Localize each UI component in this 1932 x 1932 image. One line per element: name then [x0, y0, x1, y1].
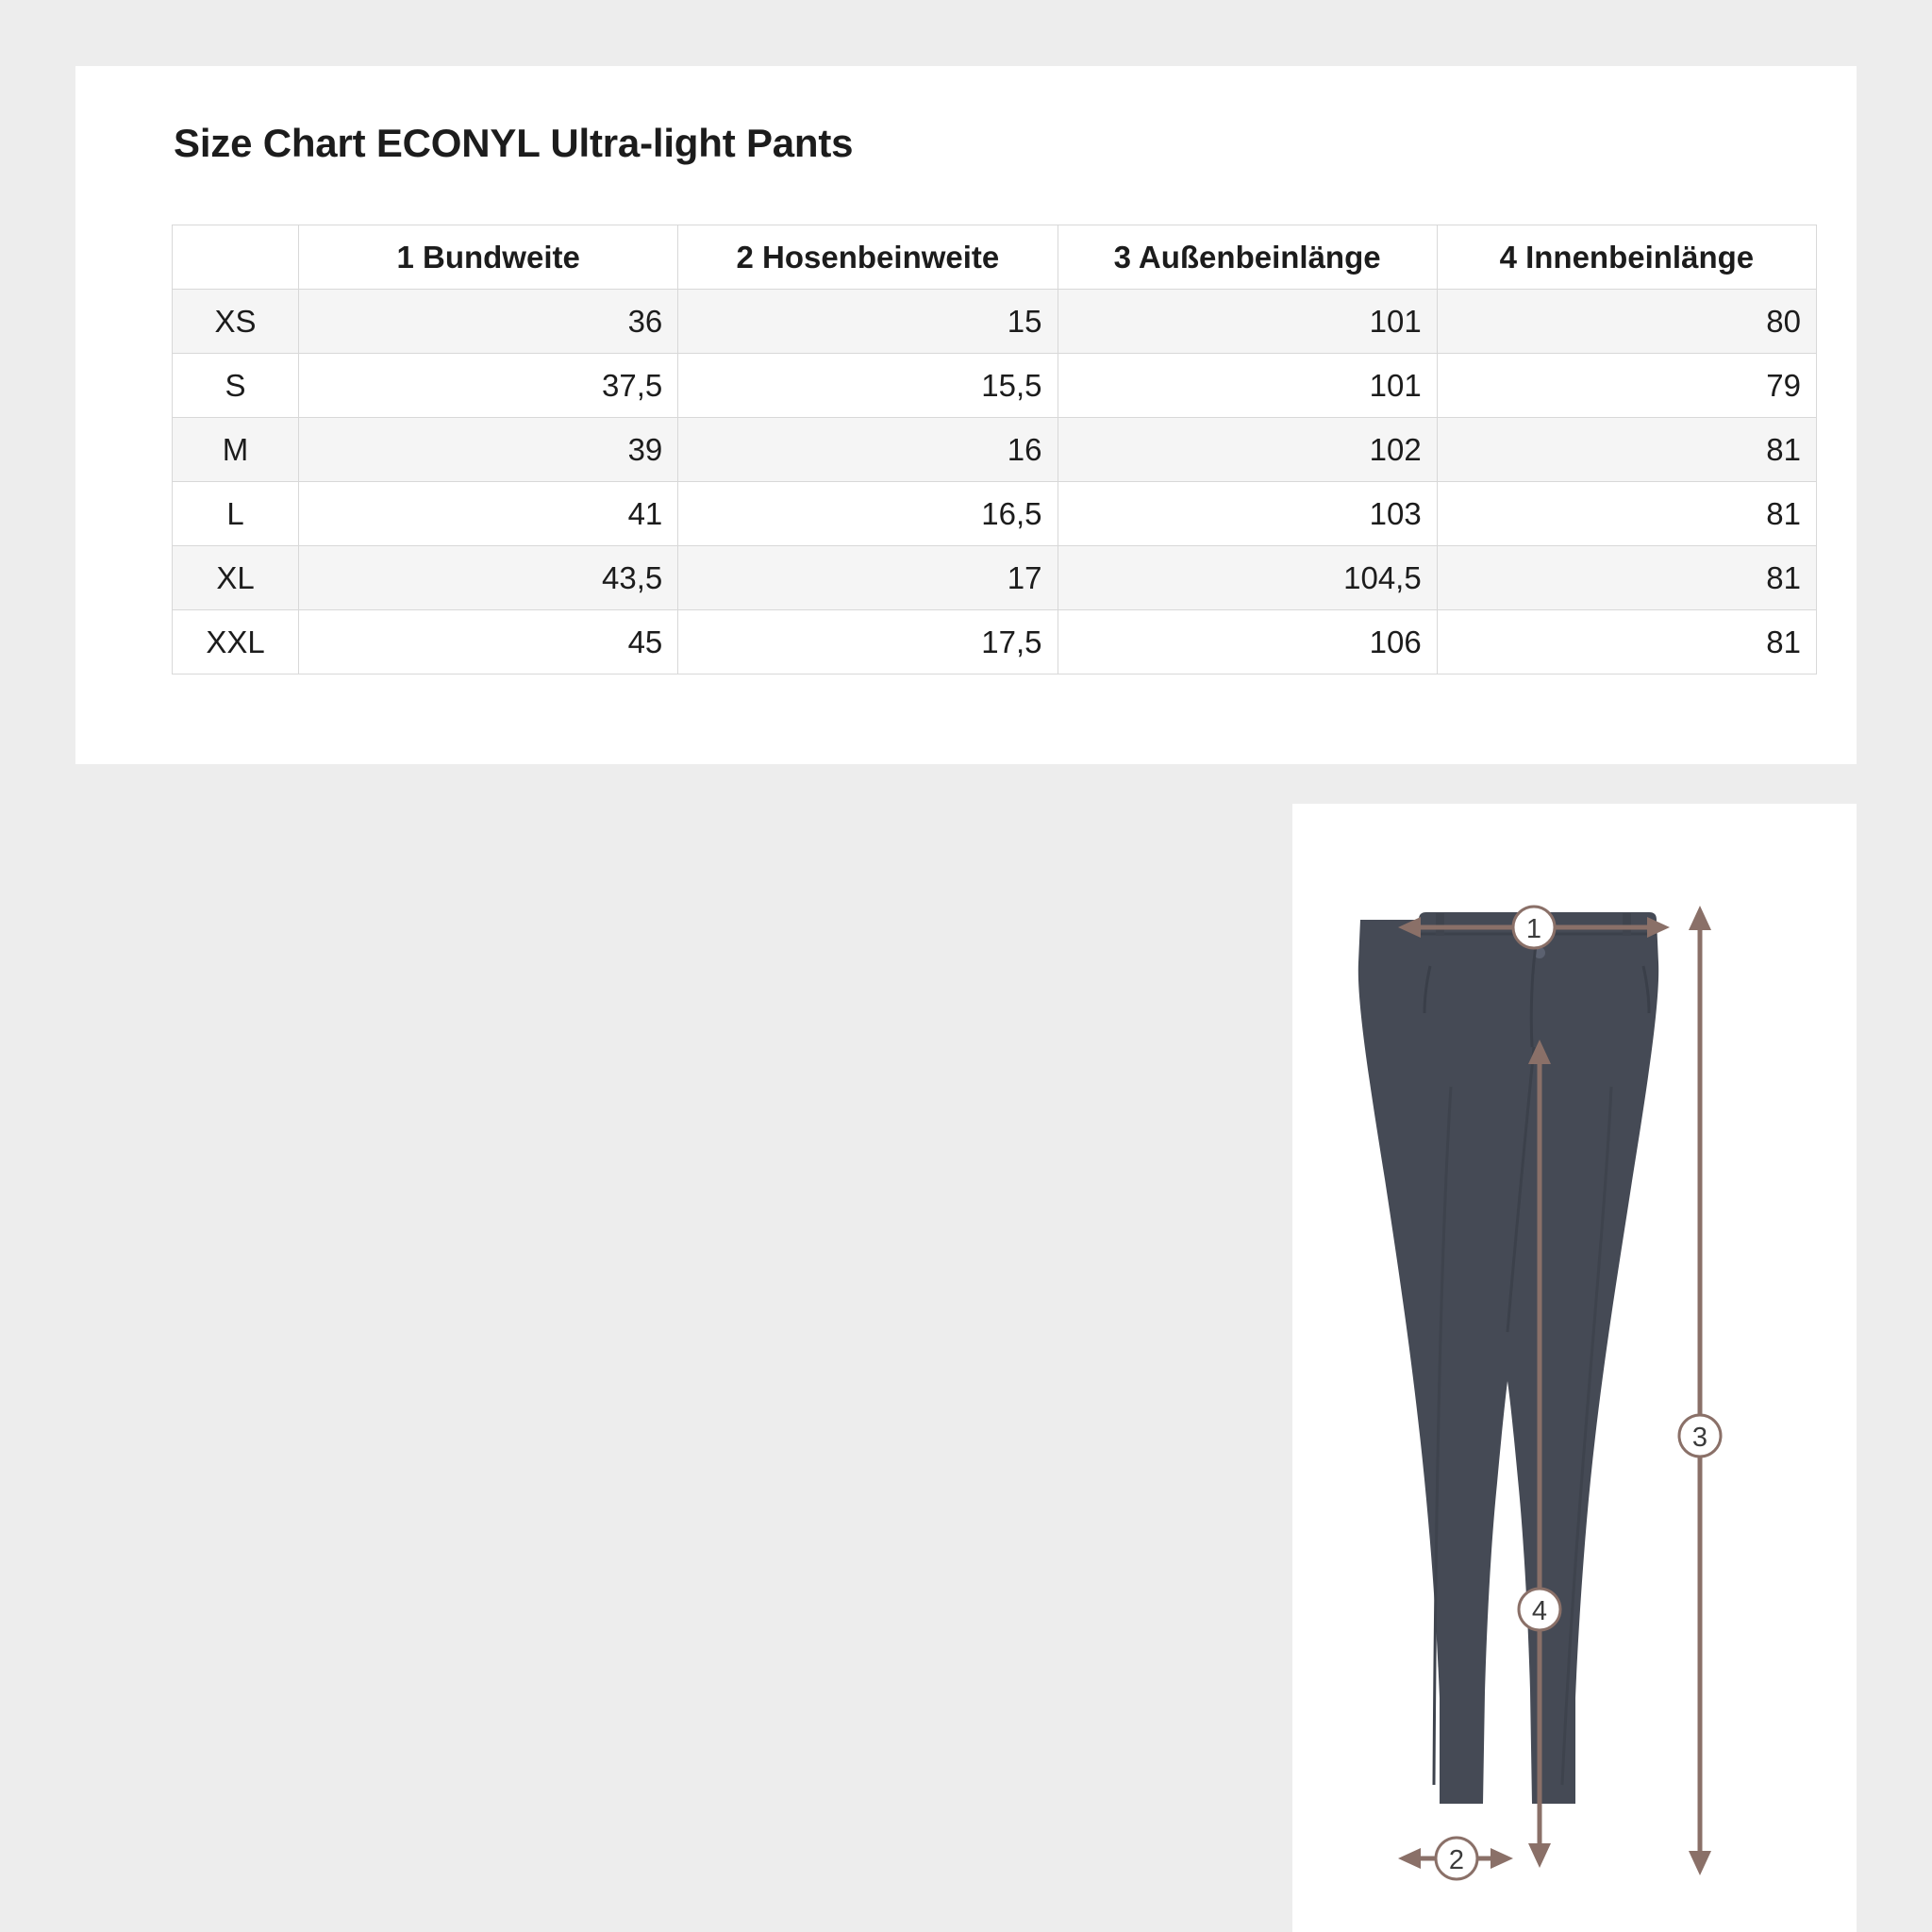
column-header-bundweite: 1 Bundweite	[299, 225, 678, 290]
cell-bundweite: 37,5	[299, 354, 678, 418]
cell-aussenbeinlaenge: 104,5	[1058, 546, 1437, 610]
column-header-hosenbeinweite: 2 Hosenbeinweite	[678, 225, 1058, 290]
cell-hosenbeinweite: 15,5	[678, 354, 1058, 418]
table-row	[173, 418, 1817, 482]
row-size-label: S	[173, 354, 299, 418]
marker-4	[1519, 1589, 1560, 1630]
table-header-row	[173, 225, 1817, 290]
cell-bundweite: 39	[299, 418, 678, 482]
table-row	[173, 354, 1817, 418]
marker-2	[1436, 1838, 1477, 1879]
table-body	[173, 290, 1817, 675]
cell-aussenbeinlaenge: 102	[1058, 418, 1437, 482]
table-row	[173, 482, 1817, 546]
cell-hosenbeinweite: 15	[678, 290, 1058, 354]
pants-diagram	[1292, 804, 1857, 1932]
table-row	[173, 610, 1817, 675]
page-title: Size Chart ECONYL Ultra-light Pants	[174, 121, 854, 165]
cell-hosenbeinweite: 16,5	[678, 482, 1058, 546]
cell-aussenbeinlaenge: 106	[1058, 610, 1437, 675]
table-row	[173, 546, 1817, 610]
cell-bundweite: 45	[299, 610, 678, 675]
cell-bundweite: 41	[299, 482, 678, 546]
measurement-figure-panel	[1292, 804, 1857, 1932]
cell-bundweite: 36	[299, 290, 678, 354]
svg-text:1: 1	[1525, 914, 1542, 944]
cell-aussenbeinlaenge: 101	[1058, 354, 1437, 418]
marker-3	[1679, 1415, 1721, 1457]
svg-text:3: 3	[1691, 1423, 1708, 1453]
cell-hosenbeinweite: 16	[678, 418, 1058, 482]
cell-innenbeinlaenge: 81	[1437, 546, 1816, 610]
cell-innenbeinlaenge: 81	[1437, 482, 1816, 546]
table-header	[173, 225, 1817, 290]
row-size-label: XXL	[173, 610, 299, 675]
cell-hosenbeinweite: 17,5	[678, 610, 1058, 675]
cell-hosenbeinweite: 17	[678, 546, 1058, 610]
size-chart-panel	[75, 66, 1857, 764]
cell-aussenbeinlaenge: 101	[1058, 290, 1437, 354]
cell-innenbeinlaenge: 81	[1437, 610, 1816, 675]
row-size-label: XL	[173, 546, 299, 610]
cell-aussenbeinlaenge: 103	[1058, 482, 1437, 546]
column-header-aussenbeinlaenge: 3 Außenbeinlänge	[1058, 225, 1437, 290]
row-size-label: XS	[173, 290, 299, 354]
table-row	[173, 290, 1817, 354]
column-header-size	[173, 225, 299, 290]
svg-text:2: 2	[1448, 1845, 1465, 1875]
column-header-innenbeinlaenge: 4 Innenbeinlänge	[1437, 225, 1816, 290]
marker-1	[1513, 907, 1555, 948]
cell-innenbeinlaenge: 79	[1437, 354, 1816, 418]
cell-innenbeinlaenge: 81	[1437, 418, 1816, 482]
svg-text:4: 4	[1531, 1596, 1548, 1626]
row-size-label: M	[173, 418, 299, 482]
size-chart-table	[172, 225, 1817, 675]
row-size-label: L	[173, 482, 299, 546]
cell-bundweite: 43,5	[299, 546, 678, 610]
cell-innenbeinlaenge: 80	[1437, 290, 1816, 354]
